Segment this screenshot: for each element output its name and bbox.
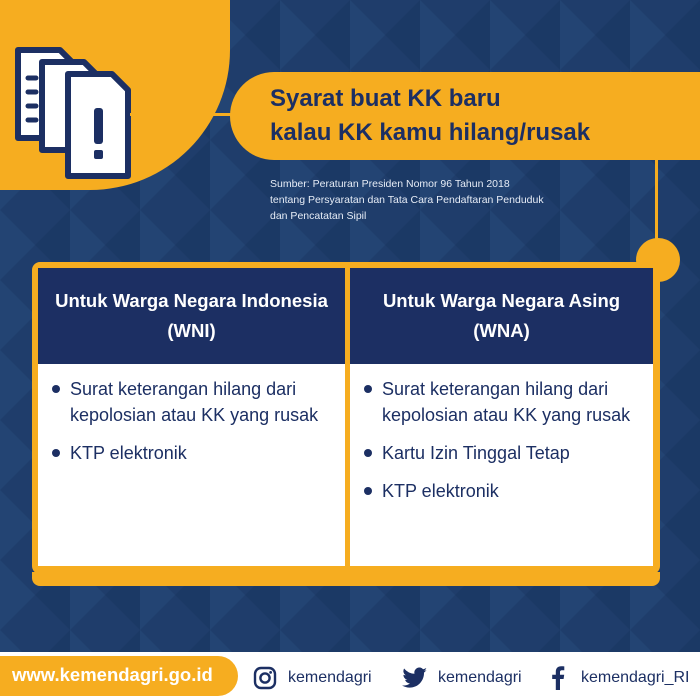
facebook-handle[interactable] (545, 666, 690, 690)
wni-column (38, 268, 345, 566)
wna-requirements-list (350, 376, 653, 516)
wna-heading-line-2: (WNA) (473, 320, 530, 341)
wni-requirements-list (38, 376, 345, 478)
source-line-3: dan Pencatatan Sipil (270, 210, 367, 222)
facebook-text: kemendagri_RI (581, 669, 690, 686)
bullet-icon (364, 449, 372, 457)
source-line-2: tentang Persyaratan dan Tata Cara Pendaftaran Penduduk (270, 194, 544, 206)
list-item (38, 440, 345, 466)
wna-heading-line-1: Untuk Warga Negara Asing (382, 290, 621, 311)
facebook-icon (545, 666, 571, 690)
twitter-handle[interactable] (402, 666, 522, 690)
title-line-2: kalau KK kamu hilang/rusak (270, 119, 591, 146)
page-title (270, 82, 690, 150)
list-item (350, 478, 653, 504)
wna-column (350, 268, 653, 566)
bullet-icon (364, 385, 372, 393)
card-base (32, 572, 660, 586)
list-item-text: Surat keterangan hilang dari kepolosian atau KK yang rusak (382, 379, 631, 425)
bullet-icon (364, 487, 372, 495)
instagram-handle[interactable] (252, 666, 372, 690)
twitter-icon (402, 666, 428, 690)
source-line-1: Sumber: Peraturan Presiden Nomor 96 Tahun 2018 (270, 178, 510, 190)
list-item (350, 376, 653, 428)
wni-heading (38, 268, 345, 364)
list-item (350, 440, 653, 466)
list-item-text: KTP elektronik (70, 443, 187, 463)
bullet-icon (52, 385, 60, 393)
instagram-text: kemendagri (288, 669, 372, 686)
wni-heading-line-1: Untuk Warga Negara Indonesia (55, 290, 328, 311)
website-link[interactable]: www.kemendagri.go.id (12, 664, 213, 685)
twitter-text: kemendagri (438, 669, 522, 686)
title-line-1: Syarat buat KK baru (270, 85, 501, 112)
wni-heading-line-2: (WNI) (167, 320, 216, 341)
wna-heading (350, 268, 653, 364)
list-item-text: KTP elektronik (382, 481, 499, 501)
list-item-text: Kartu Izin Tinggal Tetap (382, 443, 570, 463)
source-citation (270, 176, 600, 224)
title-connector-line (130, 113, 234, 116)
list-item-text: Surat keterangan hilang dari kepolosian atau KK yang rusak (70, 379, 319, 425)
instagram-icon (252, 666, 278, 690)
bullet-icon (52, 449, 60, 457)
list-item (38, 376, 345, 428)
